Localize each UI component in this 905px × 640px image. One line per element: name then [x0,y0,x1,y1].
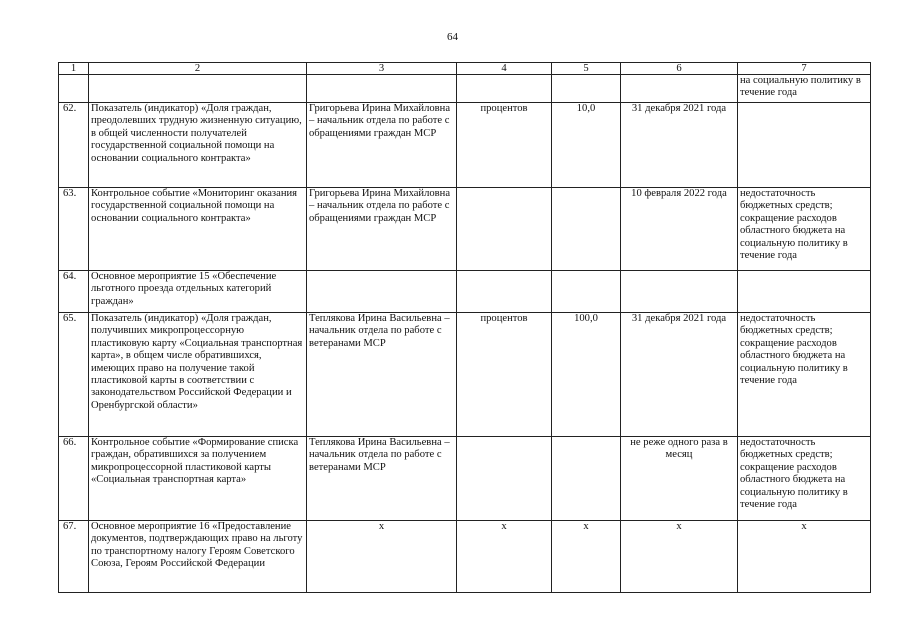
row-number: 64. [59,271,89,313]
header-row [59,63,871,75]
row-unit: процентов [457,103,552,188]
header-cell: 3 [307,63,457,75]
plan-table [58,62,871,593]
header-cell: 4 [457,63,552,75]
row-risk: на социальную политику в течение года [738,75,871,103]
row-number: 66. [59,437,89,521]
row-risk: х [738,521,871,593]
row-value: 10,0 [552,103,621,188]
row-risk: недостаточность бюджетных средств; сокращение расходов областного бюджета на социальную политику в течение года [738,313,871,437]
header-cell: 5 [552,63,621,75]
row-unit: х [457,521,552,593]
row-value [552,271,621,313]
page-number: 64 [447,31,458,43]
row-value [552,188,621,271]
row-number: 62. [59,103,89,188]
row-responsible: Григорьева Ирина Михайловна – начальник отдела по работе с обращениями граждан МСР [307,188,457,271]
row-responsible [307,75,457,103]
table-row [59,75,871,103]
row-deadline: не реже одного раза в месяц [621,437,738,521]
row-deadline [621,271,738,313]
row-responsible: Теплякова Ирина Васильевна – начальник отдела по работе с ветеранами МСР [307,437,457,521]
row-name: Основное мероприятие 15 «Обеспечение льготного проезда отдельных категорий граждан» [89,271,307,313]
row-unit: процентов [457,313,552,437]
row-unit [457,188,552,271]
table-row [59,437,871,521]
row-unit [457,75,552,103]
row-responsible: Григорьева Ирина Михайловна – начальник отдела по работе с обращениями граждан МСР [307,103,457,188]
row-number: 65. [59,313,89,437]
header-cell: 7 [738,63,871,75]
row-risk: недостаточность бюджетных средств; сокращение расходов областного бюджета на социальную политику в течение года [738,188,871,271]
row-name: Основное мероприятие 16 «Предоставление документов, подтверждающих право на льготу по транспортному налогу Героям Советского Союза, Героям Российской Федерации [89,521,307,593]
row-deadline [621,75,738,103]
row-deadline: 31 декабря 2021 года [621,313,738,437]
row-risk [738,103,871,188]
row-responsible: Теплякова Ирина Васильевна – начальник отдела по работе с ветеранами МСР [307,313,457,437]
row-unit [457,437,552,521]
table-row [59,313,871,437]
row-name: Контрольное событие «Формирование списка граждан, обратившихся за получением микропроцессорной пластиковой карты «Социальная транспортная карта» [89,437,307,521]
row-name: Контрольное событие «Мониторинг оказания государственной социальной помощи на основании социального контракта» [89,188,307,271]
row-risk [738,271,871,313]
row-deadline: 31 декабря 2021 года [621,103,738,188]
header-cell: 6 [621,63,738,75]
row-unit [457,271,552,313]
table-row [59,271,871,313]
header-cell: 1 [59,63,89,75]
row-risk: недостаточность бюджетных средств; сокращение расходов областного бюджета на социальную политику в течение года [738,437,871,521]
row-name [89,75,307,103]
row-deadline: х [621,521,738,593]
row-value: х [552,521,621,593]
header-cell: 2 [89,63,307,75]
row-value [552,75,621,103]
table-row [59,103,871,188]
row-number: 63. [59,188,89,271]
row-value [552,437,621,521]
row-name: Показатель (индикатор) «Доля граждан, преодолевших трудную жизненную ситуацию, в общей численности получателей государственной социальной помощи на основании социального контракта» [89,103,307,188]
table-row [59,521,871,593]
row-name: Показатель (индикатор) «Доля граждан, получивших микропроцессорную пластиковую карту «Социальная транспортная карта», в общем числе обратившихся, имеющих право на получение такой пластиковой карты в соответствии с законодательством Российской Федерации и Оренбургской области» [89,313,307,437]
row-number [59,75,89,103]
row-number: 67. [59,521,89,593]
row-responsible: х [307,521,457,593]
row-deadline: 10 февраля 2022 года [621,188,738,271]
table-row [59,188,871,271]
row-value: 100,0 [552,313,621,437]
row-responsible [307,271,457,313]
